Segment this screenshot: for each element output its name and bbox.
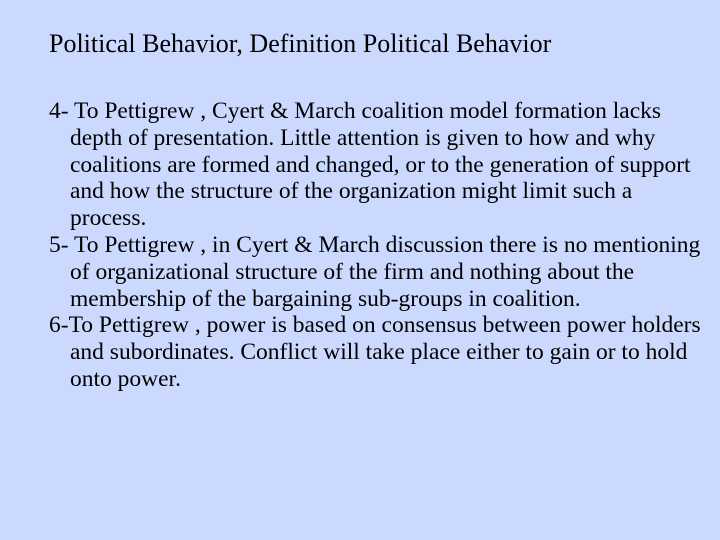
bullet-point-6: 6-To Pettigrew , power is based on consensus between power holders and subordinates. Conflict will take place either to gain or to hold onto power. [49, 312, 701, 392]
slide-body [49, 98, 709, 393]
bullet-point-4: 4- To Pettigrew , Cyert & March coalition model formation lacks depth of presentation. Little attention is given to how and why coalitions are formed and changed, or to the generation of support and how the structure of the organization might limit such a process. [49, 98, 691, 232]
slide-title: Political Behavior, Definition Political Behavior [49, 29, 552, 58]
bullet-point-5: 5- To Pettigrew , in Cyert & March discussion there is no mentioning of organizational structure of the firm and nothing about the membership of the bargaining sub-groups in coalition. [49, 231, 701, 312]
